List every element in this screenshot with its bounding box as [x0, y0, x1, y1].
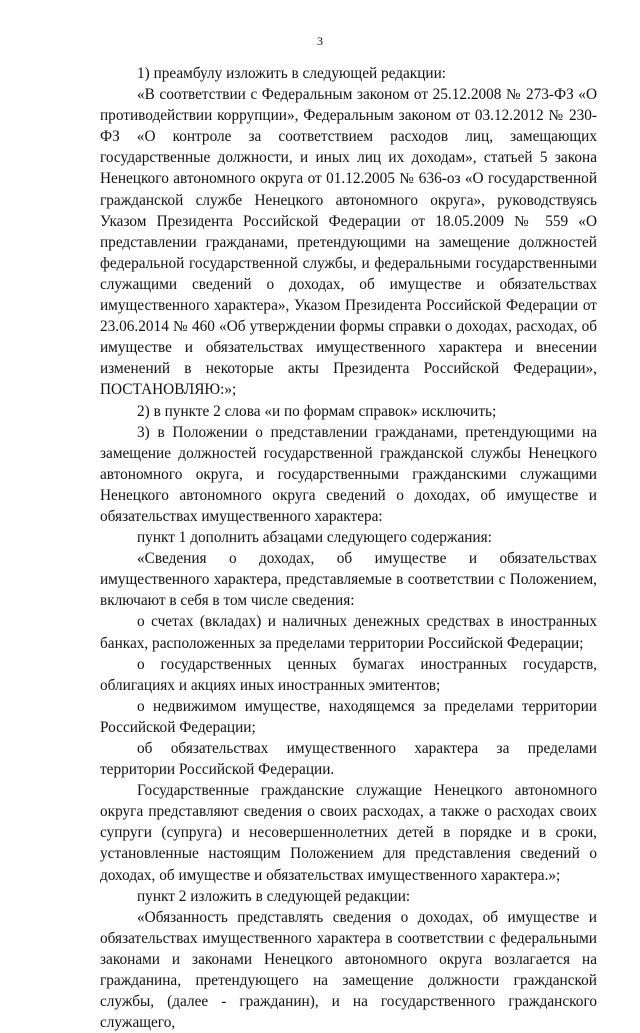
paragraph-preamble-text: «В соответствии с Федеральным законом от 25.12.2008 № 273-ФЗ «О противодействии коррупции», Федеральным законом от 03.12.2012 № 230-ФЗ «О контроле за соответствием расходов лиц, замещающих государственные должности, и иных лиц их доходам», статьей 5 закона Ненецкого автономного округа от 01.12.2005 № 636-оз «О государственной гражданской службе Ненецкого автономного округа», руководствуясь Указом Президента Российской Федерации от 18.05.2009 № 559 «О представлении гражданами, претендующими на замещение должностей федеральной государственной службы, и федеральными государственными служащими сведений о доходах, об имуществе и обязательствах имущественного характера», Указом Президента Российской Федерации от 23.06.2014 № 460 «Об утверждении формы справки о доходах, расходах, об имуществе и обязательствах имущественного характера и внесении изменений в некоторые акты Президента Российской Федерации», ПОСТАНОВЛЯЮ:»; — [100, 86, 597, 399]
paragraph-real-estate: о недвижимом имуществе, находящемся за пределами территории Российской Федерации; — [100, 697, 597, 736]
paragraph-point-1-intro: пункт 1 дополнить абзацами следующего содержания: — [137, 529, 492, 547]
paragraph-obligation-text: «Обязанность представлять сведения о доходах, об имуществе и обязательствах имущественного характера в соответствии с федеральными законами и законами Ненецкого автономного округа возлагается на гражданина, претендующего на замещение должности гражданской службы, (далее - гражданин), и на государственного гражданского служащего, — [100, 908, 597, 1032]
paragraph-item-2: 2) в пункте 2 слова «и по формам справок» исключить; — [137, 402, 497, 420]
paragraph-securities: о государственных ценных бумагах иностранных государств, облигациях и акциях иных иностранных эмитентов; — [100, 655, 597, 694]
paragraph-point-2-intro: пункт 2 изложить в следующей редакции: — [137, 887, 411, 905]
paragraph-info-intro: «Сведения о доходах, об имуществе и обязательствах имущественного характера, представляемые в соответствии с Положением, включают в себя в том числе сведения: — [100, 550, 597, 610]
document-body — [100, 63, 597, 1033]
paragraph-item-3: 3) в Положении о представлении гражданами, претендующими на замещение должностей государственной гражданской службы Ненецкого автономного округа, и государственными гражданскими служащими Ненецкого автономного округа сведений о доходах, об имуществе и обязательствах имущественного характера: — [100, 423, 597, 525]
paragraph-accounts: о счетах (вкладах) и наличных денежных средствах в иностранных банках, расположенных за пределами территории Российской Федерации; — [100, 613, 597, 652]
page-number: 3 — [317, 34, 323, 48]
paragraph-obligations: об обязательствах имущественного характера за пределами территории Российской Федерации. — [100, 740, 597, 779]
paragraph-item-1: 1) преамбулу изложить в следующей редакции: — [137, 65, 447, 82]
paragraph-expenses: Государственные гражданские служащие Ненецкого автономного округа представляют сведения о своих расходах, а также о расходах своих супруги (супруга) и несовершеннолетних детей в порядке и в сроки, установленные настоящим Положением для представления сведений о доходах, об имуществе и обязательствах имущественного характера.»; — [100, 782, 597, 884]
